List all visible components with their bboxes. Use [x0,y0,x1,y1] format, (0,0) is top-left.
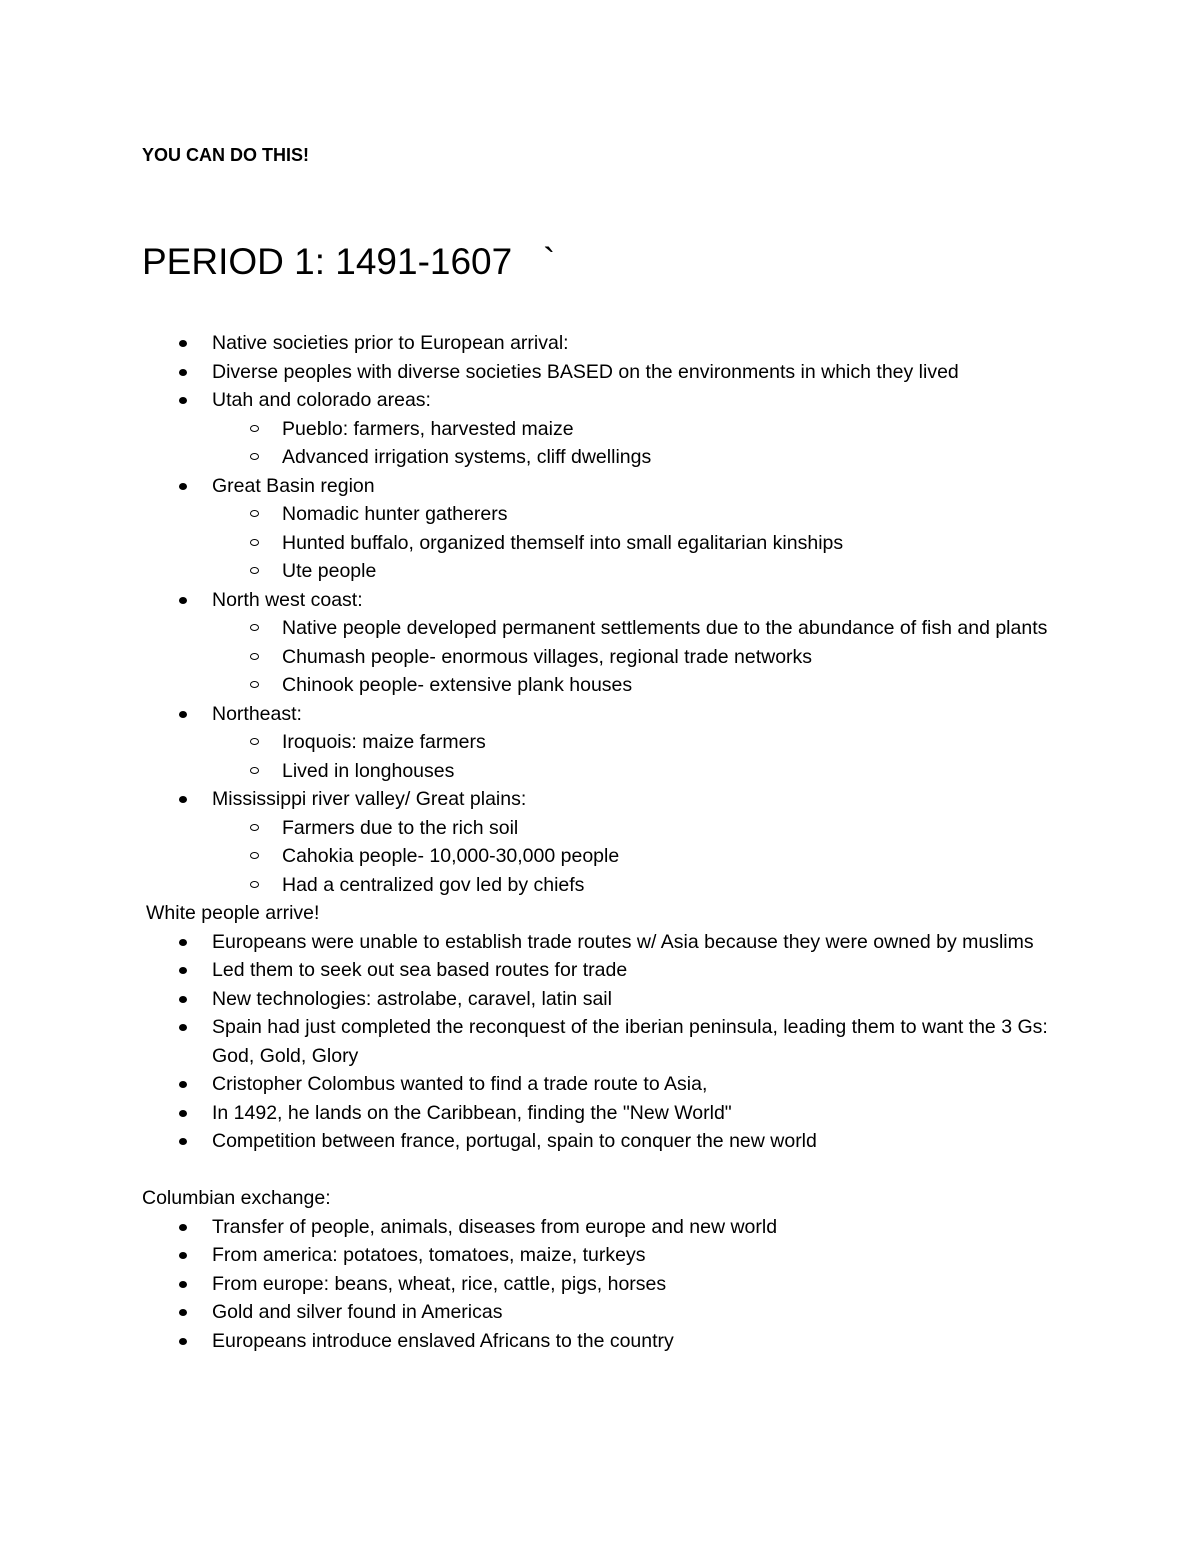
hollow-bullet-icon [250,881,259,888]
motto-heading: YOU CAN DO THIS! [142,145,310,165]
list-item: North west coast: [0,586,1052,615]
bullet-icon [179,369,187,376]
hollow-bullet-icon [250,624,259,631]
sub-list-item: Iroquois: maize farmers [0,728,1052,757]
list-item: Transfer of people, animals, diseases from europe and new world [0,1213,1052,1242]
hollow-bullet-icon [250,567,259,574]
sub-list-item: Chumash people- enormous villages, regional trade networks [0,643,1052,672]
list-item: Gold and silver found in Americas [0,1298,1052,1327]
bullet-icon [179,939,187,946]
sub-list-item: Nomadic hunter gatherers [0,500,1052,529]
notes-content [0,329,1200,1355]
list-item: Cristopher Colombus wanted to find a trade route to Asia, [0,1070,1052,1099]
bullet-icon [179,1281,187,1288]
sub-list-item: Native people developed permanent settlements due to the abundance of fish and plants [0,614,1052,643]
bullet-icon [179,483,187,490]
bullet-icon [179,1138,187,1145]
list-item: Europeans introduce enslaved Africans to the country [0,1327,1052,1356]
bullet-icon [179,1252,187,1259]
list-item: New technologies: astrolabe, caravel, latin sail [0,985,1052,1014]
sub-list-item: Chinook people- extensive plank houses [0,671,1052,700]
hollow-bullet-icon [250,510,259,517]
bullet-icon [179,1081,187,1088]
hollow-bullet-icon [250,852,259,859]
section-heading: White people arrive! [146,902,320,924]
bullet-icon [179,711,187,718]
list-item: Northeast: [0,700,1052,729]
hollow-bullet-icon [250,738,259,745]
list-item: In 1492, he lands on the Caribbean, finding the "New World" [0,1099,1052,1128]
bullet-icon [179,1110,187,1117]
sub-list-item: Pueblo: farmers, harvested maize [0,415,1052,444]
sub-list-item: Ute people [0,557,1052,586]
hollow-bullet-icon [250,425,259,432]
sub-list-item: Hunted buffalo, organized themself into small egalitarian kinships [0,529,1052,558]
list-item: Great Basin region [0,472,1052,501]
hollow-bullet-icon [250,653,259,660]
bullet-icon [179,996,187,1003]
bullet-icon [179,1309,187,1316]
section-heading: Columbian exchange: [142,1187,331,1209]
sub-list-item: Had a centralized gov led by chiefs [0,871,1052,900]
page-title: PERIOD 1: 1491-1607 ` [142,241,556,282]
list-item: Diverse peoples with diverse societies BASED on the environments in which they lived [0,358,1052,387]
hollow-bullet-icon [250,767,259,774]
sub-list-item: Advanced irrigation systems, cliff dwellings [0,443,1052,472]
bullet-icon [179,1024,187,1031]
hollow-bullet-icon [250,681,259,688]
list-item: Utah and colorado areas: [0,386,1052,415]
bullet-icon [179,796,187,803]
hollow-bullet-icon [250,824,259,831]
list-item: Europeans were unable to establish trade routes w/ Asia because they were owned by muslims [0,928,1052,957]
list-item: From europe: beans, wheat, rice, cattle, pigs, horses [0,1270,1052,1299]
list-item: Spain had just completed the reconquest of the iberian peninsula, leading them to want the 3 Gs: God, Gold, Glory [0,1013,1052,1070]
list-item: Competition between france, portugal, spain to conquer the new world [0,1127,1052,1156]
bullet-icon [179,397,187,404]
bullet-icon [179,597,187,604]
bullet-icon [179,340,187,347]
bullet-icon [179,1338,187,1345]
sub-list-item: Farmers due to the rich soil [0,814,1052,843]
list-item: Led them to seek out sea based routes for trade [0,956,1052,985]
hollow-bullet-icon [250,539,259,546]
hollow-bullet-icon [250,453,259,460]
sub-list-item: Cahokia people- 10,000-30,000 people [0,842,1052,871]
list-item: Native societies prior to European arrival: [0,329,1052,358]
sub-list-item: Lived in longhouses [0,757,1052,786]
bullet-icon [179,1224,187,1231]
bullet-icon [179,967,187,974]
blank-line [0,1156,1200,1185]
list-item: Mississippi river valley/ Great plains: [0,785,1052,814]
list-item: From america: potatoes, tomatoes, maize, turkeys [0,1241,1052,1270]
